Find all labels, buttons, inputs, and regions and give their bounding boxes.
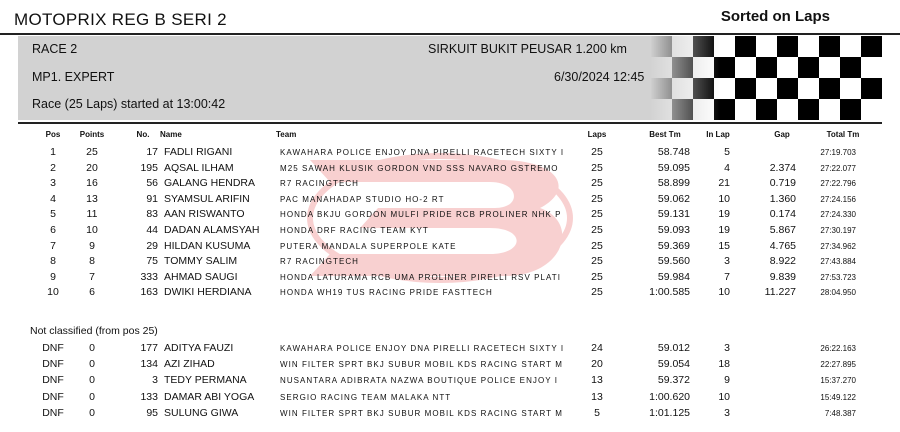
cell-in-lap: 19 [718, 224, 730, 236]
cell-laps: 20 [591, 358, 603, 371]
cell-total-tm: 27:22.077 [820, 163, 856, 173]
cell-team: M25 SAWAH KLUSIK GORDON VND SSS NAVARO GSTREMO [280, 163, 559, 173]
cell-best-tm: 59.054 [657, 358, 690, 371]
cell-name: DADAN ALAMSYAH [164, 224, 260, 236]
cell-name: HILDAN KUSUMA [164, 239, 251, 252]
cell-pos: DNF [42, 342, 64, 354]
cell-name: ADITYA FAUZI [164, 342, 234, 354]
cell-laps: 24 [591, 342, 603, 354]
not-classified-label: Not classified (from pos 25) [30, 325, 158, 337]
cell-team: HONDA LATURAMA RCB UMA PROLINER PIRELLI RSV PLATI [280, 272, 561, 282]
cell-in-lap: 15 [718, 239, 730, 252]
col-header-best-tm: Best Tm [649, 130, 681, 139]
cell-points: 20 [86, 161, 98, 174]
table-header-divider [18, 122, 882, 124]
cell-name: TEDY PERMANA [164, 374, 247, 387]
cell-laps: 25 [591, 177, 603, 190]
cell-best-tm: 59.095 [657, 161, 690, 174]
cell-gap: 0.719 [769, 177, 796, 190]
cell-best-tm: 59.369 [657, 239, 690, 252]
cell-laps: 25 [591, 224, 603, 236]
cell-pos: 9 [50, 270, 56, 283]
cell-in-lap: 19 [718, 208, 730, 221]
cell-in-lap: 18 [718, 358, 730, 371]
cell-in-lap: 10 [718, 192, 730, 205]
cell-laps: 25 [591, 146, 603, 158]
cell-name: DAMAR ABI YOGA [164, 390, 255, 403]
cell-in-lap: 7 [724, 270, 730, 283]
cell-points: 10 [86, 224, 98, 236]
cell-laps: 25 [591, 255, 603, 268]
cell-team: WIN FILTER SPRT BKJ SUBUR MOBIL KDS RACING START M [280, 360, 563, 370]
cell-points: 11 [86, 208, 98, 221]
cell-in-lap: 9 [724, 374, 730, 387]
race-info-band [18, 36, 882, 120]
cell-gap: 1.360 [769, 192, 796, 205]
cell-gap: 11.227 [764, 286, 796, 299]
cell-no: 44 [146, 224, 158, 236]
cell-no: 3 [152, 374, 158, 387]
cell-no: 333 [140, 270, 158, 283]
cell-total-tm: 27:30.197 [820, 226, 856, 235]
cell-team: HONDA DRF RACING TEAM KYT [280, 226, 429, 235]
cell-team: HONDA WH19 TUS RACING PRIDE FASTTECH [280, 288, 493, 298]
cell-gap: 0.174 [769, 208, 796, 221]
cell-points: 8 [89, 255, 95, 268]
col-header-gap: Gap [774, 130, 790, 139]
cell-team: HONDA BKJU GORDON MULFI PRIDE RCB PROLINER NHK P [280, 210, 562, 220]
cell-total-tm: 27:19.703 [820, 148, 856, 157]
cell-best-tm: 58.899 [657, 177, 690, 190]
cell-total-tm: 27:22.796 [820, 179, 856, 189]
cell-laps: 5 [594, 406, 600, 419]
cell-name: GALANG HENDRA [164, 177, 256, 190]
cell-pos: 2 [50, 161, 56, 174]
cell-pos: 6 [50, 224, 56, 236]
cell-best-tm: 59.093 [657, 224, 690, 236]
race-start-info: Race (25 Laps) started at 13:00:42 [32, 97, 226, 111]
cell-points: 9 [89, 239, 95, 252]
col-header-name: Name [160, 130, 182, 139]
cell-laps: 25 [591, 286, 603, 299]
cell-laps: 13 [591, 390, 603, 403]
cell-team: KAWAHARA POLICE ENJOY DNA PIRELLI RACETECH SIXTY I [280, 148, 564, 157]
cell-best-tm: 59.560 [657, 255, 690, 268]
cell-pos: 7 [50, 239, 56, 252]
cell-best-tm: 1:00.620 [649, 390, 690, 403]
col-header-points: Points [79, 130, 105, 139]
cell-team: R7 RACINGTECH [280, 179, 359, 189]
race-name: RACE 2 [32, 42, 78, 56]
cell-laps: 25 [591, 270, 603, 283]
race-datetime: 6/30/2024 12:45 [554, 70, 645, 84]
cell-total-tm: 27:34.962 [820, 241, 856, 251]
cell-name: SULUNG GIWA [164, 406, 239, 419]
cell-best-tm: 59.131 [657, 208, 690, 221]
cell-no: 17 [146, 146, 158, 158]
cell-laps: 25 [591, 239, 603, 252]
cell-best-tm: 59.062 [657, 192, 690, 205]
cell-no: 133 [140, 390, 158, 403]
cell-no: 195 [140, 161, 158, 174]
cell-no: 56 [146, 177, 158, 190]
cell-best-tm: 59.372 [657, 374, 690, 387]
cell-in-lap: 10 [718, 390, 730, 403]
cell-points: 13 [86, 192, 98, 205]
cell-name: AHMAD SAUGI [164, 270, 238, 283]
cell-laps: 25 [591, 208, 603, 221]
sort-label: Sorted on Laps [720, 8, 830, 25]
col-header-in-lap: In Lap [706, 130, 730, 139]
cell-in-lap: 4 [724, 161, 730, 174]
cell-gap: 4.765 [769, 239, 796, 252]
cell-total-tm: 7:48.387 [824, 408, 856, 418]
checkered-flag-icon [650, 36, 882, 120]
cell-points: 25 [86, 146, 98, 158]
cell-total-tm: 15:49.122 [820, 392, 856, 402]
cell-best-tm: 1:00.585 [649, 286, 690, 299]
cell-gap: 8.922 [769, 255, 796, 268]
cell-gap: 5.867 [769, 224, 796, 236]
cell-points: 0 [89, 358, 95, 371]
results-title: MOTOPRIX REG B SERI 2 [14, 10, 227, 29]
cell-points: 0 [89, 342, 95, 354]
cell-name: DWIKI HERDIANA [164, 286, 252, 299]
cell-total-tm: 27:43.884 [820, 257, 856, 267]
cell-team: WIN FILTER SPRT BKJ SUBUR MOBIL KDS RACING START M [280, 408, 563, 418]
cell-team: NUSANTARA ADIBRATA NAZWA BOUTIQUE POLICE ENJOY I [280, 376, 559, 386]
cell-pos: 8 [50, 255, 56, 268]
cell-best-tm: 59.984 [657, 270, 690, 283]
cell-points: 0 [89, 390, 95, 403]
cell-total-tm: 27:24.330 [820, 210, 856, 220]
cell-points: 16 [86, 177, 98, 190]
cell-name: AZI ZIHAD [164, 358, 215, 371]
col-header-no: No. [136, 130, 150, 139]
cell-best-tm: 59.012 [657, 342, 690, 354]
cell-in-lap: 10 [718, 286, 730, 299]
cell-no: 177 [140, 342, 158, 354]
cell-total-tm: 26:22.163 [820, 344, 856, 353]
cell-no: 95 [146, 406, 158, 419]
cell-laps: 25 [591, 161, 603, 174]
col-header-total-tm: Total Tm [826, 130, 860, 139]
cell-team: SERGIO RACING TEAM MALAKA NTT [280, 392, 452, 402]
cell-no: 163 [140, 286, 158, 299]
cell-no: 91 [146, 192, 158, 205]
cell-in-lap: 3 [724, 255, 730, 268]
cell-total-tm: 27:24.156 [820, 194, 856, 204]
circuit-name: SIRKUIT BUKIT PEUSAR 1.200 km [428, 42, 627, 56]
cell-pos: 3 [50, 177, 56, 190]
cell-pos: 10 [47, 286, 59, 299]
cell-pos: DNF [42, 390, 64, 403]
cell-in-lap: 5 [724, 146, 730, 158]
cell-name: SYAMSUL ARIFIN [164, 192, 250, 205]
cell-name: AAN RISWANTO [164, 208, 245, 221]
cell-total-tm: 22:27.895 [820, 360, 856, 370]
cell-pos: DNF [42, 358, 64, 371]
cell-points: 0 [89, 374, 95, 387]
cell-total-tm: 28:04.950 [820, 288, 856, 298]
cell-best-tm: 58.748 [657, 146, 690, 158]
cell-total-tm: 15:37.270 [820, 376, 856, 386]
cell-team: KAWAHARA POLICE ENJOY DNA PIRELLI RACETECH SIXTY I [280, 344, 564, 353]
cell-points: 7 [89, 270, 95, 283]
cell-laps: 25 [591, 192, 603, 205]
race-category: MP1. EXPERT [32, 70, 115, 84]
cell-points: 0 [89, 406, 95, 419]
cell-in-lap: 21 [718, 177, 730, 190]
col-header-pos: Pos [45, 130, 61, 139]
cell-gap: 2.374 [769, 161, 796, 174]
cell-gap: 9.839 [769, 270, 796, 283]
cell-in-lap: 3 [724, 342, 730, 354]
cell-name: TOMMY SALIM [164, 255, 238, 268]
cell-team: R7 RACINGTECH [280, 257, 359, 267]
title-divider [0, 33, 900, 35]
cell-pos: DNF [42, 374, 64, 387]
col-header-team: Team [276, 130, 297, 139]
cell-name: FADLI RIGANI [164, 146, 233, 158]
cell-no: 83 [146, 208, 158, 221]
cell-no: 29 [146, 239, 158, 252]
col-header-laps: Laps [587, 130, 607, 139]
cell-team: PAC MANAHADAP STUDIO HO-2 RT [280, 194, 445, 204]
cell-in-lap: 3 [724, 406, 730, 419]
cell-total-tm: 27:53.723 [820, 272, 856, 282]
cell-pos: 5 [50, 208, 56, 221]
cell-pos: 1 [50, 146, 56, 158]
cell-team: PUTERA MANDALA SUPERPOLE KATE [280, 241, 457, 251]
cell-points: 6 [89, 286, 95, 299]
cell-no: 75 [146, 255, 158, 268]
cell-name: AQSAL ILHAM [164, 161, 234, 174]
cell-best-tm: 1:01.125 [649, 406, 690, 419]
cell-pos: DNF [42, 406, 64, 419]
cell-laps: 13 [591, 374, 603, 387]
cell-no: 134 [140, 358, 158, 371]
cell-pos: 4 [50, 192, 56, 205]
